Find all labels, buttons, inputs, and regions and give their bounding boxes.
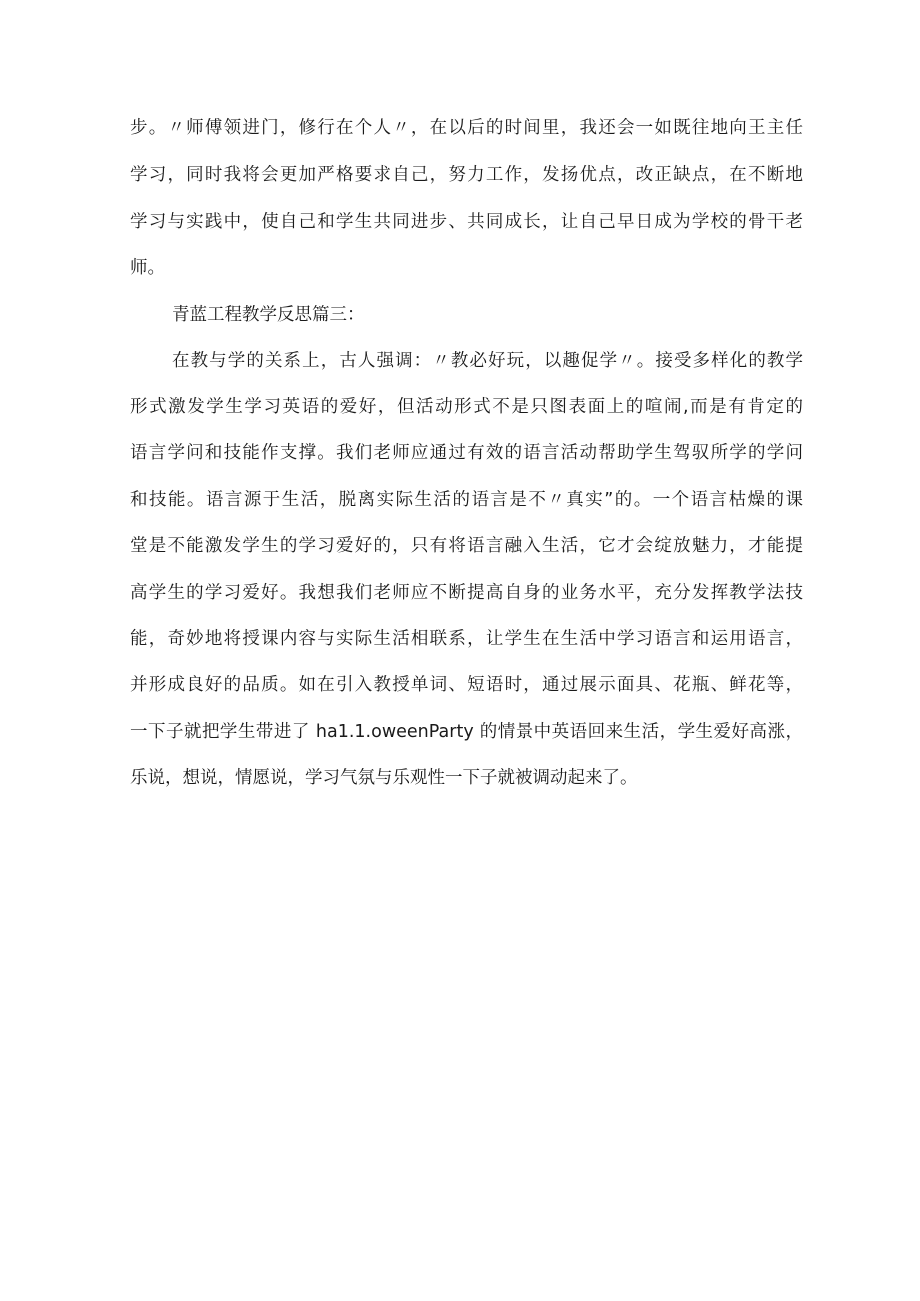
- paragraph-2-line-1: 在教与学的关系上，古人强调：〃教必好玩，以趣促学〃。接受多样化的教学: [172, 351, 803, 371]
- paragraph-2-line-5: 堂是不能激发学生的学习爱好的，只有将语言融入生活，它才会绽放魅力，才能提: [130, 536, 803, 556]
- paragraph-1-line-2: 学习，同时我将会更加严格要求自己，努力工作，发扬优点，改正缺点，在不断地: [130, 165, 803, 185]
- paragraph-2-line-8: 并形成良好的品质。如在引入教授单词、短语时，通过展示面具、花瓶、鲜花等，: [130, 675, 803, 695]
- paragraph-1-line-3: 学习与实践中，使自己和学生共同进步、共同成长，让自己早日成为学校的骨干老: [130, 212, 803, 232]
- paragraph-2-line-7: 能，奇妙地将授课内容与实际生活相联系，让学生在生活中学习语言和运用语言，: [130, 629, 803, 649]
- section-heading: 青蓝工程教学反思篇三：: [172, 305, 365, 325]
- paragraph-2-line-6: 高学生的学习爱好。我想我们老师应不断提高自身的业务水平，充分发挥教学法技: [130, 583, 803, 603]
- paragraph-1-line-4: 师。: [130, 258, 165, 278]
- paragraph-2-line-3: 语言学问和技能作支撑。我们老师应通过有效的语言活动帮助学生驾驭所学的学问: [130, 443, 803, 463]
- paragraph-2-line-2: 形式激发学生学习英语的爱好，但活动形式不是只图表面上的喧闹,而是有肯定的: [130, 397, 803, 417]
- paragraph-2-line-10: 乐说，想说，情愿说，学习气氛与乐观性一下子就被调动起来了。: [130, 768, 638, 788]
- paragraph-1-line-1: 步。〃师傅领进门，修行在个人〃，在以后的时间里，我还会一如既往地向王主任: [130, 118, 803, 138]
- paragraph-2-line-4: 和技能。语言源于生活，脱离实际生活的语言是不〃真实”的。一个语言枯燥的课: [130, 490, 803, 510]
- paragraph-2-line-9: 一下子就把学生带进了 ha1.1.oweenParty 的情景中英语回来生活，学生爱好高涨，: [130, 722, 803, 742]
